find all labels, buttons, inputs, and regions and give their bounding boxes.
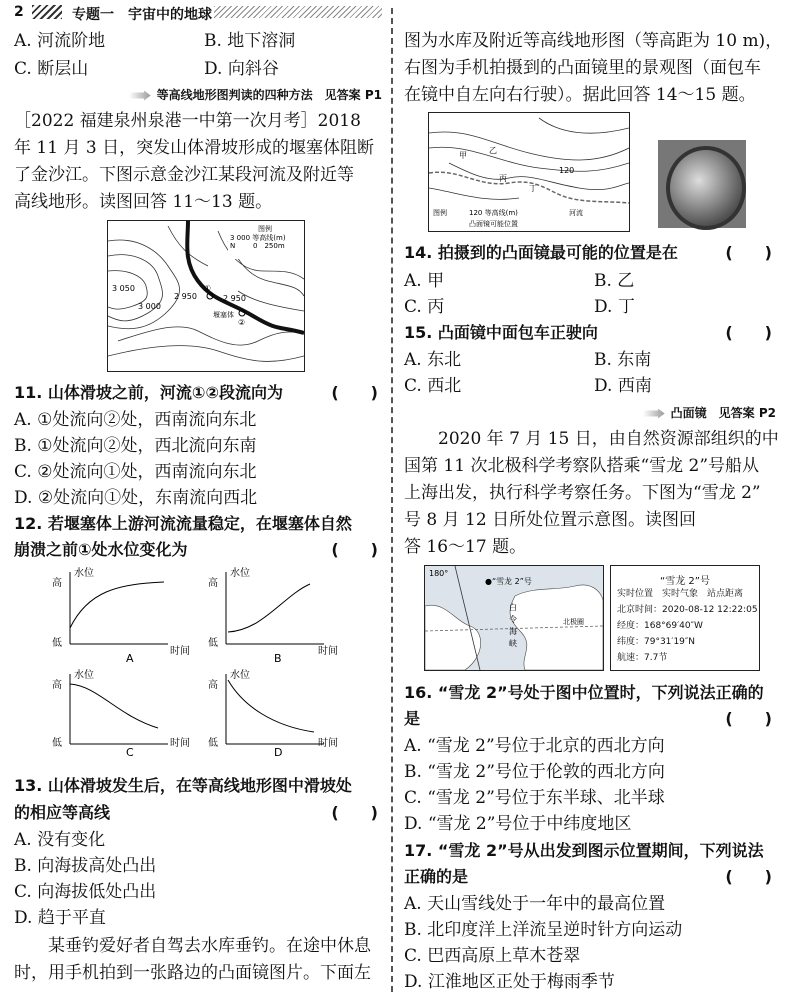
svg-text:高: 高 [208,680,218,691]
option-a[interactable]: A. 河流阶地 [14,31,106,51]
q17-option-c[interactable]: C. 巴西高原上草木苍翠 [404,946,581,966]
bering-strait-map [424,565,604,671]
svg-text:低: 低 [208,738,218,749]
question-11: 11. 山体滑坡之前，河流①②段流向为 ( ) [14,383,378,402]
intro-line: 了金沙江。下图示意金沙江某段河流及附近等 [14,165,354,185]
svg-text:3 050: 3 050 [112,284,135,293]
q11-option-a[interactable]: A. ①处流向②处，西南流向东北 [14,410,257,430]
svg-text:N: N [230,242,236,250]
option-d[interactable]: D. 向斜谷 [204,59,279,79]
svg-text:120: 120 [559,166,575,175]
intro-line: 某垂钓爱好者自驾去水库垂钓。在途中休息 [14,936,371,956]
svg-text:白: 白 [509,603,517,612]
svg-text:高: 高 [208,578,218,589]
option-a[interactable]: A. 东北 [404,350,462,370]
left-column [14,0,382,1000]
option-c[interactable]: C. 丙 [404,297,445,317]
svg-text:水位: 水位 [230,568,250,579]
intro-line: 年 11 月 3 日，突发山体滑坡形成的堰塞体阻断 [14,138,375,158]
q13-option-d[interactable]: D. 趋于平直 [14,908,106,928]
question-16-line2: 是 ( ) [404,709,772,728]
svg-text:北极圈: 北极圈 [563,618,584,626]
intro-line: 高线地形。读图回答 11～13 题。 [14,192,273,212]
convex-mirror-photo [658,140,746,228]
q13-option-a[interactable]: A. 没有变化 [14,830,106,850]
q16-option-b[interactable]: B. “雪龙 2”号位于伦敦的西北方向 [404,762,665,782]
q16-option-d[interactable]: D. “雪龙 2”号位于中纬度地区 [404,814,632,834]
question-12-line1: 12. 若堰塞体上游河流流量稳定，在堰塞体自然 [14,514,352,533]
svg-text:B: B [274,652,282,665]
reservoir-contour-map [428,112,630,232]
svg-text:高: 高 [52,578,62,589]
chapter-title: 专题一 宇宙中的地球 [72,7,212,23]
svg-text:堰塞体: 堰塞体 [213,311,234,319]
svg-text:图例: 图例 [258,225,272,233]
question-14: 14. 拍摄到的凸面镜最可能的位置是在 ( ) [404,243,772,262]
intro-line: 图为水库及附近等高线地形图（等高距为 10 m)， [404,31,783,51]
svg-text:②: ② [238,318,246,327]
svg-text:峡: 峡 [509,639,517,648]
svg-text:3 000 等高线(m): 3 000 等高线(m) [230,234,286,242]
svg-text:低: 低 [52,638,62,649]
intro-line: 在镜中自左向右行驶）。据此回答 14～15 题。 [404,85,756,105]
intro-line: ［2022 福建泉州泉港一中第一次月考］2018 [14,111,361,131]
option-b[interactable]: B. 乙 [594,271,635,291]
section-heading-mirror: 凸面镜 见答案 P2 [643,404,776,422]
graph-d [208,668,338,756]
svg-text:水位: 水位 [230,670,250,681]
svg-text:时间: 时间 [170,738,190,749]
svg-text:海: 海 [509,627,517,636]
q11-option-d[interactable]: D. ②处流向①处，东南流向西北 [14,488,258,508]
question-13-line1: 13. 山体滑坡发生后，在等高线地形图中滑坡处 [14,776,352,795]
svg-text:180°: 180° [429,569,449,578]
graph-b [208,566,338,665]
column-divider [391,8,393,992]
svg-text:2 950: 2 950 [223,294,246,303]
ship-info-panel: “雪龙 2”号 实时位置 实时气象 站点距离 北京时间：2020-08-12 12:22:05 经度：168°69′40″W 纬度：79°31′19″N 航速：7.7节 [610,565,760,671]
svg-text:D: D [274,746,283,756]
page-number: 2 [14,4,24,20]
option-b[interactable]: B. 地下溶洞 [204,31,296,51]
svg-text:丁: 丁 [529,184,537,193]
svg-text:凸面镜可能位置: 凸面镜可能位置 [469,220,518,228]
intro-line: 号 8 月 12 日所处位置示意图。读图回 [404,510,697,530]
svg-text:A: A [126,652,134,665]
q17-option-a[interactable]: A. 天山雪线处于一年中的最高位置 [404,894,666,914]
svg-text:C: C [126,746,134,756]
svg-text:时间: 时间 [170,646,190,657]
q17-option-b[interactable]: B. 北印度洋上洋流呈逆时针方向运动 [404,920,683,940]
intro-line: 上海出发，执行科学考察任务。下图为“雪龙 2” [404,483,761,503]
svg-text:●“雪龙 2”号: ●“雪龙 2”号 [485,577,532,586]
contour-map-jinsha [107,220,305,372]
option-a[interactable]: A. 甲 [404,271,445,291]
question-15: 15. 凸面镜中面包车正驶向 ( ) [404,323,772,342]
intro-line: 2020 年 7 月 15 日，由自然资源部组织的中 [404,429,779,449]
question-16-line1: 16. “雪龙 2”号处于图中位置时，下列说法正确的 [404,683,764,702]
question-13-line2: 的相应等高线 ( ) [14,803,378,822]
svg-text:时间: 时间 [318,738,338,749]
svg-text:3 000: 3 000 [138,302,161,311]
svg-text:图例: 图例 [433,209,447,217]
option-b[interactable]: B. 东南 [594,350,652,370]
graph-c [52,668,190,756]
svg-text:高: 高 [52,680,62,691]
option-d[interactable]: D. 西南 [594,376,652,396]
svg-text:2 950: 2 950 [174,292,197,301]
graph-a [52,566,190,665]
q11-option-c[interactable]: C. ②处流向①处，西南流向东北 [14,462,257,482]
intro-line: 国第 11 次北极科学考察队搭乘“雪龙 2”号船从 [404,456,760,476]
svg-text:水位: 水位 [74,670,94,681]
option-c[interactable]: C. 西北 [404,376,462,396]
intro-line: 答 16～17 题。 [404,537,527,557]
svg-text:低: 低 [52,738,62,749]
q11-option-b[interactable]: B. ①处流向②处，西北流向东南 [14,436,257,456]
option-d[interactable]: D. 丁 [594,297,635,317]
right-column [404,0,783,1000]
svg-text:120 等高线(m): 120 等高线(m) [469,209,518,217]
svg-text:水位: 水位 [74,568,94,579]
svg-text:甲: 甲 [459,151,467,160]
intro-line: 右图为手机拍摄到的凸面镜里的景观图（面包车 [404,58,761,78]
question-12-line2: 崩溃之前①处水位变化为 ( ) [14,540,378,559]
section-heading-contour: 等高线地形图判读的四种方法 见答案 P1 [129,86,382,104]
q16-option-a[interactable]: A. “雪龙 2”号位于北京的西北方向 [404,736,665,756]
svg-text:0 250m: 0 250m [253,242,285,250]
svg-text:令: 令 [509,615,517,624]
svg-text:丙: 丙 [499,174,507,183]
arrow-icon [643,409,665,419]
question-17-line2: 正确的是 ( ) [404,867,772,886]
mirror-icon [666,146,746,230]
q17-option-d[interactable]: D. 江淮地区正处于梅雨季节 [404,972,615,992]
q13-option-b[interactable]: B. 向海拔高处凸出 [14,856,157,876]
svg-text:低: 低 [208,638,218,649]
svg-text:乙: 乙 [489,146,497,155]
svg-text:时间: 时间 [318,646,338,657]
q13-option-c[interactable]: C. 向海拔低处凸出 [14,882,157,902]
water-level-graphs [48,566,348,756]
arrow-icon [129,91,151,101]
question-17-line1: 17. “雪龙 2”号从出发到图示位置期间，下列说法 [404,841,764,860]
q16-option-c[interactable]: C. “雪龙 2”号位于东半球、北半球 [404,788,665,808]
svg-text:①: ① [204,284,212,293]
svg-text:河流: 河流 [569,209,583,217]
option-c[interactable]: C. 断层山 [14,59,89,79]
intro-line: 时，用手机拍到一张路边的凸面镜图片。下面左 [14,963,371,983]
